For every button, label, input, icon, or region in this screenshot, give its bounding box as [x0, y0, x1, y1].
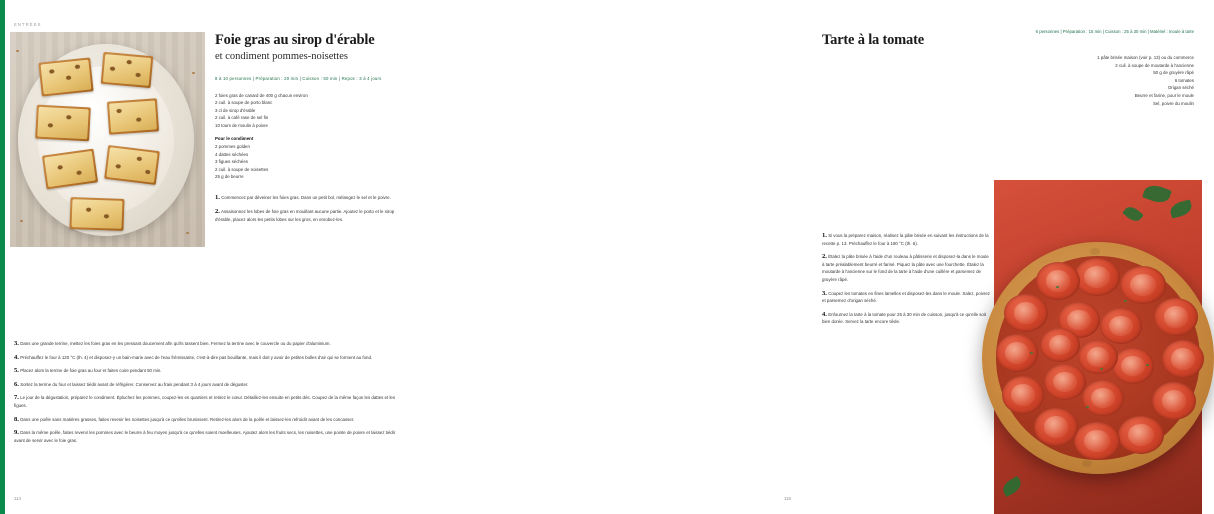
step-text: Étalez la pâte brisée à l'aide d'un rouleau à pâtisserie et disposez-la dans le moule à tarte préalablement beurré et fariné. Piquez la pâte avec une fourchette. Étalez la moutarde à l'ancienne sur le fond de la tarte à l'aide d'une cuillère et parsemez de gruyère râpé.: [822, 254, 989, 282]
step-item: [14, 429, 399, 444]
step-text: Le jour de la dégustation, préparez le condiment. Épluchez les pommes, coupez-les en quartiers et retirez le cœur. Détaillez-les ensuite en petits dés. Coupez de la même façon les dattes et les figues.: [14, 395, 396, 408]
step-number: 6.: [14, 380, 19, 388]
left-wide-steps: [14, 340, 399, 450]
step-number: 7.: [14, 394, 19, 402]
toast-slice: [107, 98, 159, 134]
list-item: 2 cuil. à soupe de noisettes: [215, 166, 269, 172]
tomato-slice: [1162, 340, 1204, 378]
tomato-slice: [1118, 416, 1164, 454]
tomato-slice: [1044, 364, 1086, 400]
tomato-slice: [1036, 262, 1080, 300]
tomato-slice: [1112, 348, 1154, 384]
list-item: 25 g de beurre: [215, 174, 244, 180]
step-item: [14, 416, 399, 424]
list-item: 2 cuil. à soupe de porto blanc: [215, 100, 273, 106]
recipe-meta: 6 personnes | Préparation : 15 min | Cuisson : 25 à 30 min | Matériel : moule à tarte: [1035, 29, 1194, 34]
tomato-slice: [1154, 298, 1198, 336]
list-item: 2 cuil. à soupe de moutarde à l'ancienne: [1115, 62, 1194, 68]
list-item: 3 figues séchées: [215, 159, 248, 165]
list-item: Origan séché: [1167, 85, 1194, 91]
right-recipe-title-block: [822, 32, 1022, 48]
list-item: 10 tours de moulin à poivre: [215, 122, 268, 128]
steps-column: [822, 232, 990, 332]
list-item: Beurre et farine, pour le moule: [1134, 92, 1194, 98]
step-number: 9.: [14, 429, 19, 437]
step-item: [14, 354, 399, 362]
list-item: 6 tomates: [1174, 77, 1194, 83]
toast-slice: [42, 149, 98, 190]
step-item: [822, 253, 990, 283]
step-item: [14, 340, 399, 348]
step-item: [215, 208, 400, 223]
list-item: Sel, poivre du moulin: [1152, 100, 1194, 106]
list-item: 2 pommes golden: [215, 144, 250, 150]
toast-slice: [35, 105, 91, 142]
list-item: 2 foies gras de canard de 400 g chacun environ: [215, 93, 308, 98]
toast-slice: [104, 145, 160, 185]
step-item: [822, 311, 990, 326]
step-item: [14, 394, 399, 409]
step-number: 4.: [14, 353, 19, 361]
step-text: Dans une poêle sans matières grasses, faites revenir les noisettes jusqu'à ce qu'elles brunissent. Retirez-les alors de la poêle et laissez-les refroidir avant de les concasser.: [20, 416, 355, 422]
tomato-tart-photo: [994, 180, 1202, 514]
page-title: Foie gras au sirop d'érable: [215, 32, 375, 48]
step-item: [822, 232, 990, 247]
step-number: 8.: [14, 415, 19, 423]
step-text: Enfournez la tarte à la tomate pour 25 à 30 min de cuisson, jusqu'à ce qu'elle soit bien dorée. Servez la tarte encore tiède.: [822, 311, 987, 325]
tomato-slice: [1152, 382, 1196, 420]
recipe-meta: 8 à 10 personnes | Préparation : 20 min | Cuisson : 50 min | Repos : 3 à 4 jours: [215, 76, 382, 81]
list-item: 2 cuil. à café rase de sel fin: [215, 115, 269, 121]
list-item: 3 cl de sirop d'érable: [215, 107, 256, 113]
page-subtitle: et condiment pommes-noisettes: [215, 51, 348, 62]
step-number: 1.: [215, 194, 220, 202]
left-page: [5, 0, 402, 514]
step-number: 5.: [14, 367, 19, 375]
left-recipe-block: [215, 32, 400, 229]
tomato-slice: [1074, 258, 1120, 296]
step-text: Placez alors la terrine de foie gras au four et faites cuire pendant 50 min.: [20, 368, 162, 374]
tomato-slice: [1120, 266, 1166, 304]
step-text: Si vous la préparez maison, réalisez la pâte brisée en suivant les instructions de la recette p. 13. Préchauffez le four à 180 °C (th. 6).: [822, 233, 989, 246]
step-item: [215, 194, 400, 202]
steps-column: [215, 194, 400, 223]
step-number: 3.: [822, 289, 827, 297]
folio-left: 114: [14, 496, 21, 501]
tomato-slice: [1040, 328, 1080, 362]
step-text: Coupez les tomates en fines lamelles et disposez-les dans le moule. Salez, poivrez et parsemez d'origan séché.: [822, 290, 990, 304]
tomato-slice: [1034, 408, 1078, 446]
page-title: Tarte à la tomate: [822, 32, 924, 48]
tart-filling: [996, 256, 1200, 460]
step-number: 4.: [822, 310, 827, 318]
tomato-slice: [1004, 294, 1048, 332]
tomato-slice: [1078, 340, 1118, 374]
right-page: [402, 0, 1194, 514]
toast-slice: [101, 52, 154, 88]
step-number: 2.: [215, 208, 220, 216]
toast-slice: [69, 197, 124, 231]
condiment-heading: Pour le condiment: [215, 136, 254, 142]
running-head: ENTRÉES: [14, 22, 42, 27]
step-number: 2.: [822, 253, 827, 261]
step-number: 1.: [822, 232, 827, 239]
tomato-slice: [1100, 308, 1142, 344]
list-item: 4 dattes séchées: [215, 151, 249, 157]
tart: [982, 242, 1214, 474]
step-number: 3.: [14, 340, 19, 347]
tomato-slice: [1002, 376, 1044, 414]
tomato-slice: [1082, 380, 1124, 416]
toast-slice: [38, 57, 93, 96]
folio-right: 115: [784, 496, 791, 501]
step-text: Dans la même poêle, faites revenir les pommes avec le beurre à feu moyen jusqu'à ce qu'elles soient moelleuses. Ajoutez alors les fruits secs, les noisettes, une pointe de poivre et laissez tiédir avant de servir avec le foie gras.: [14, 430, 396, 443]
step-text: Assaisonnez les lobes de foie gras en mouillant aucune partie. Ajoutez le porto et le sirop d'érable, placez alors les petits lobes sur les gros, en enrobez-les.: [215, 209, 395, 222]
step-text: Dans une grande terrine, mettez les foies gras en les pressant doucement afin qu'ils tassent bien. Fermez la terrine avec le couvercle ou du papier d'aluminium.: [20, 341, 331, 346]
step-text: Sortez la terrine du four et laissez tiédir avant de réfrigérer. Conservez au frais pendant 3 à 4 jours avant de déguster.: [20, 381, 249, 387]
foie-gras-photo: [10, 32, 205, 247]
step-item: [14, 367, 399, 375]
ingredient-list: [1014, 54, 1194, 107]
ingredient-list: [215, 92, 400, 180]
list-item: 50 g de gruyère râpé: [1153, 70, 1194, 76]
tomato-slice: [1074, 422, 1120, 460]
step-text: Préchauffez le four à 120 °C (th. 4) et disposez-y un bain-marie avec de l'eau frémissante, c'est-à-dire pas bouillante, mais il doit y avoir de petites bulles d'air qui se forment au fond.: [20, 354, 373, 360]
list-item: 1 pâte brisée maison (voir p. 13) ou du commerce: [1097, 55, 1194, 60]
step-item: [822, 290, 990, 305]
step-text: Commencez par déveiner les foies gras. Dans un petit bol, mélangez le sel et le poivre.: [221, 195, 391, 201]
step-item: [14, 381, 399, 389]
